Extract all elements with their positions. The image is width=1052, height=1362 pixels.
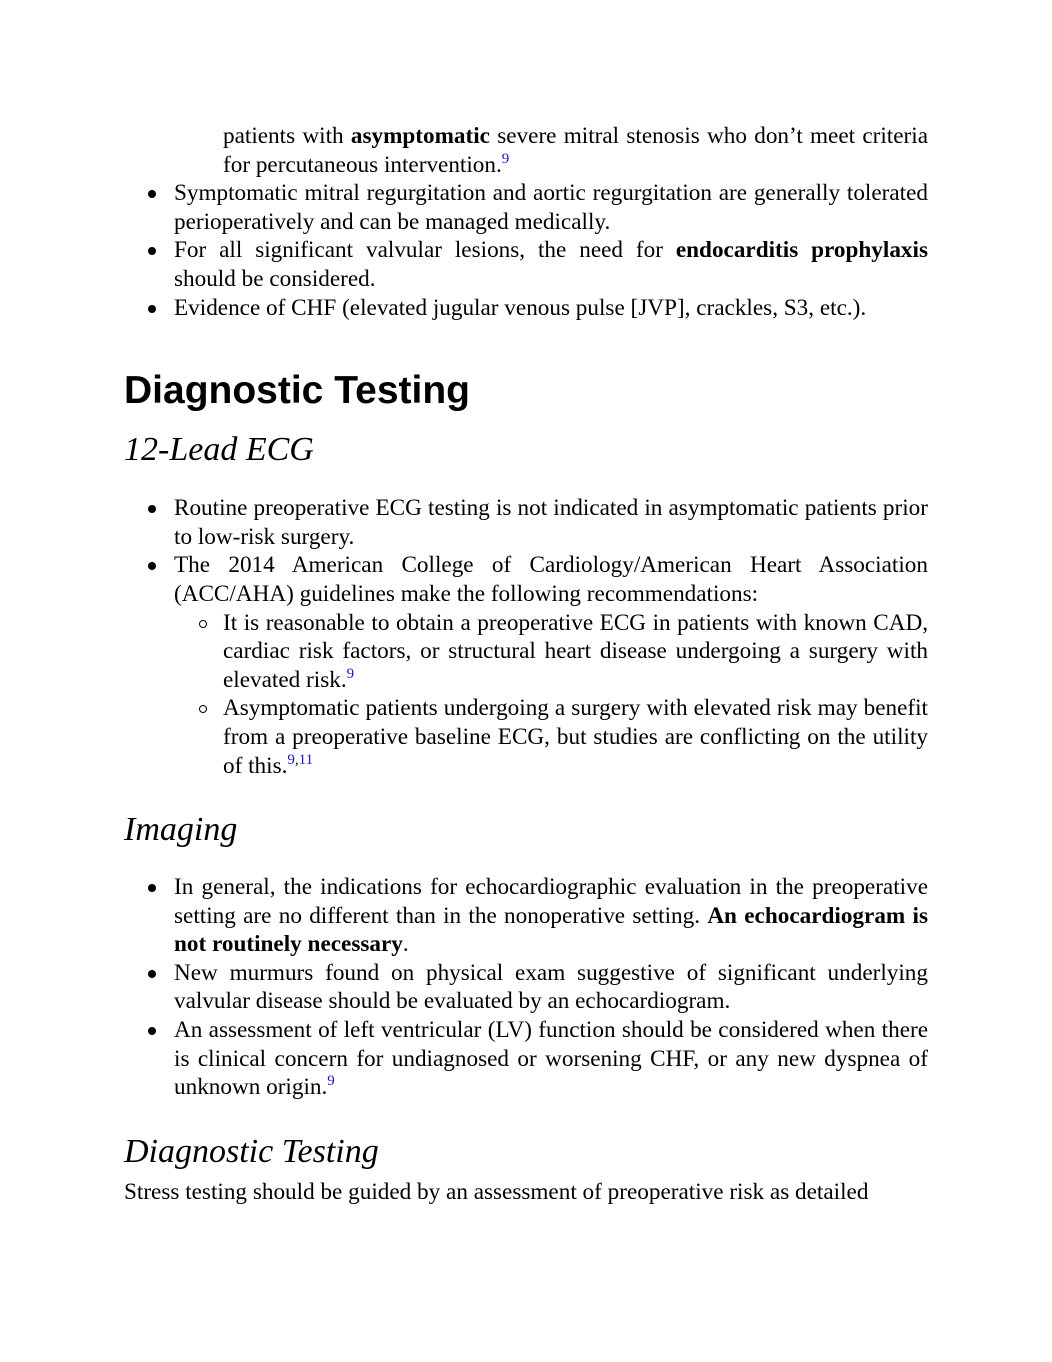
section-title: Diagnostic Testing bbox=[124, 369, 470, 413]
list-item-text: . bbox=[402, 931, 409, 958]
intro-text: patients with bbox=[223, 123, 351, 149]
emphasis-text: endocarditis prophylaxis bbox=[675, 237, 928, 264]
list-item bbox=[124, 179, 928, 236]
list-item-text: Asymptomatic patients undergoing a surgery with elevated risk may benefit from a preoperative baseline ECG, but studies are conflicting on the utility of this. bbox=[223, 695, 928, 779]
citation-link[interactable]: 9 bbox=[346, 665, 355, 682]
list-item bbox=[124, 236, 928, 293]
ecg-list bbox=[124, 494, 928, 780]
imaging-heading: Imaging bbox=[124, 811, 238, 849]
list-item-text: It is reasonable to obtain a preoperative ECG in patients with known CAD, cardiac risk factors, or structural heart disease undergoing a surgery with elevated risk. bbox=[223, 609, 928, 693]
citation-link[interactable]: 9 bbox=[287, 751, 295, 768]
emphasis-text: An echocardiogram is not routinely necessary bbox=[174, 902, 928, 958]
citation-separator: , bbox=[294, 751, 299, 768]
list-item-text: Symptomatic mitral regurgitation and aortic regurgitation are generally tolerated perioperatively and can be managed medically. bbox=[174, 180, 928, 235]
list-item bbox=[124, 551, 928, 780]
citation-link[interactable]: 9 bbox=[501, 150, 510, 167]
imaging-list bbox=[124, 873, 928, 1102]
list-item-text: The 2014 American College of Cardiology/American Heart Association (ACC/AHA) guidelines make the following recommendations: bbox=[174, 552, 928, 607]
diagnostic-paragraph: Stress testing should be guided by an assessment of preoperative risk as detailed bbox=[124, 1178, 869, 1205]
list-item-text: Evidence of CHF (elevated jugular venous pulse [JVP], crackles, S3, etc.). bbox=[174, 294, 867, 321]
ecg-heading: 12-Lead ECG bbox=[124, 431, 314, 469]
list-item-text: For all significant valvular lesions, the need for bbox=[174, 237, 676, 264]
list-item bbox=[124, 294, 928, 323]
ecg-sublist bbox=[174, 609, 928, 781]
list-item bbox=[124, 494, 928, 551]
valve-list bbox=[124, 179, 928, 322]
diagnostic-heading: Diagnostic Testing bbox=[124, 1132, 379, 1170]
list-item-text: New murmurs found on physical exam suggestive of significant underlying valvular disease should be evaluated by an echocardiogram. bbox=[174, 959, 928, 1015]
list-item-text: In general, the indications for echocardiographic evaluation in the preoperative setting are no different than in the nonoperative setting. bbox=[174, 874, 928, 929]
sublist-item bbox=[174, 694, 928, 780]
list-item bbox=[124, 1016, 928, 1102]
citation-link[interactable]: 9 bbox=[327, 1073, 335, 1090]
intro-text-end: severe mitral stenosis who don’t meet criteria for percutaneous intervention. bbox=[223, 123, 928, 178]
citation-link[interactable]: 11 bbox=[298, 751, 314, 768]
document-page bbox=[124, 122, 928, 1206]
intro-paragraph bbox=[124, 122, 928, 179]
list-item bbox=[124, 873, 928, 959]
list-item-text: Routine preoperative ECG testing is not indicated in asymptomatic patients prior to low-risk surgery. bbox=[174, 495, 928, 550]
list-item-text: An assessment of left ventricular (LV) function should be considered when there is clinical concern for undiagnosed or worsening CHF, or any new dyspnea of unknown origin. bbox=[174, 1017, 928, 1101]
list-item-text: should be considered. bbox=[174, 265, 376, 292]
intro-bold: asymptomatic bbox=[350, 123, 490, 149]
list-item bbox=[124, 959, 928, 1016]
sublist-item bbox=[174, 609, 928, 695]
